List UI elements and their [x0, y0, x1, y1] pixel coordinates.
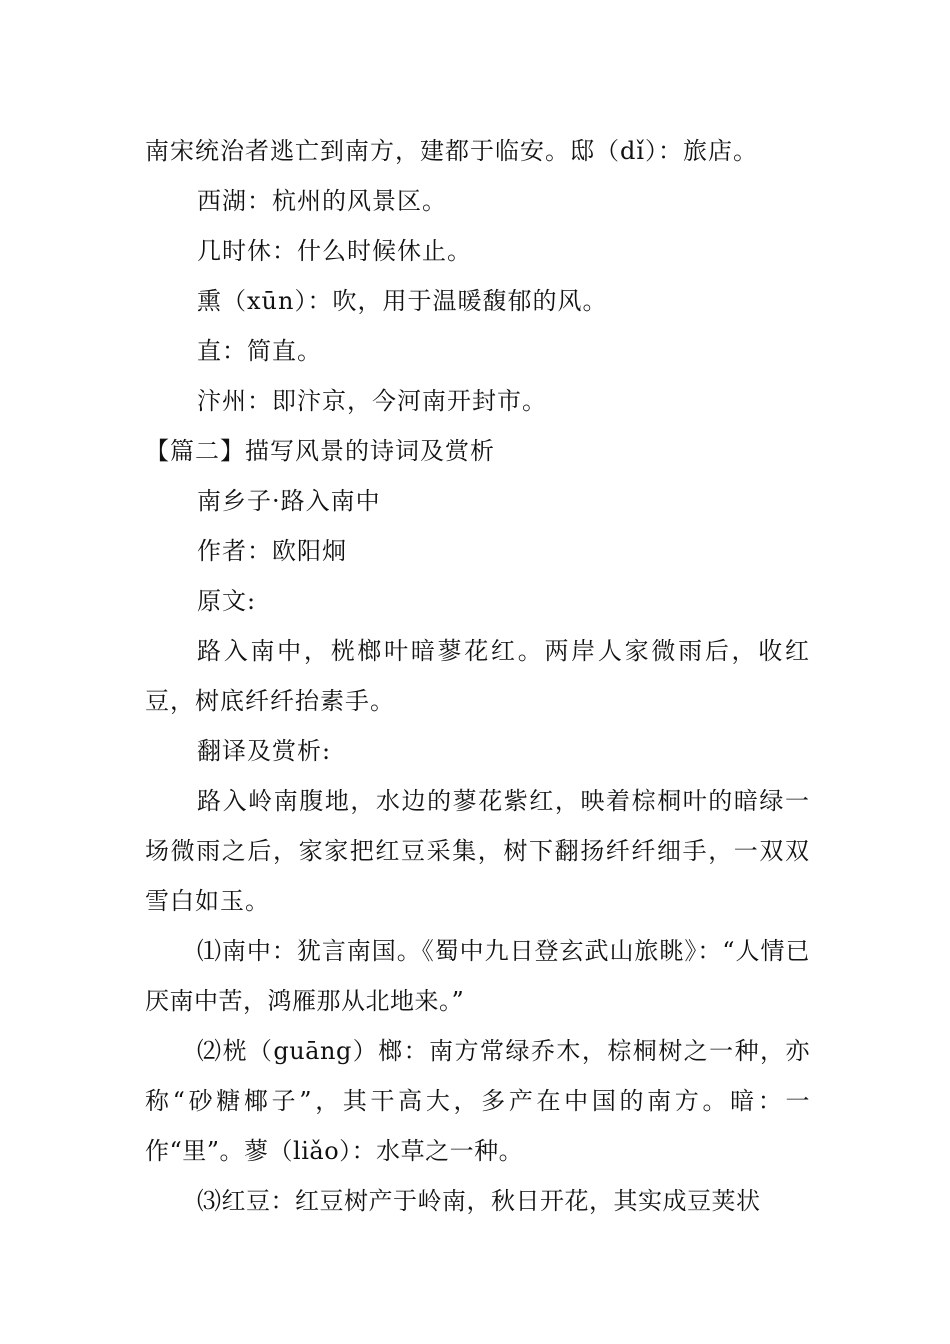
note-1: ⑴南中：犹言南国。《蜀中九日登玄武山旅眺》：“人情已厌南中苦，鸿雁那从北地来。” — [145, 937, 810, 1015]
note-2: ⑵桄（guāng）榔：南方常绿乔木，棕桐树之一种，亦称“砂糖椰子”，其干高大，多产在中国的南方。暗：一作“里”。蓼（liǎo）：水草之一种。 — [145, 1037, 810, 1165]
text-line: 几时休：什么时候休止。 — [197, 237, 472, 265]
poem-title: 南乡子·路入南中 — [197, 487, 381, 515]
text-line: 西湖：杭州的风景区。 — [197, 187, 447, 215]
poem-author: 作者：欧阳炯 — [197, 537, 347, 565]
text-line: 直：简直。 — [197, 337, 322, 365]
translation-text: 路入岭南腹地，水边的蓼花紫红，映着棕桐叶的暗绿一场微雨之后，家家把红豆采集，树下翻扬纤纤细手，一双双雪白如玉。 — [145, 787, 810, 915]
translation-label: 翻译及赏析: — [197, 737, 332, 765]
text-line: 熏（xūn）：吹，用于温暖馥郁的风。 — [197, 287, 608, 315]
note-3: ⑶红豆：红豆树产于岭南，秋日开花，其实成豆荚状 — [197, 1187, 761, 1215]
text-line: 汴州：即汴京，今河南开封市。 — [197, 387, 547, 415]
text-line: 南宋统治者逃亡到南方，建都于临安。邸（dǐ）：旅店。 — [145, 137, 759, 165]
section-heading: 【篇二】描写风景的诗词及赏析 — [145, 437, 495, 465]
original-label: 原文: — [197, 587, 257, 615]
document-body — [145, 126, 810, 1226]
poem-text: 路入南中，桄榔叶暗蓼花红。两岸人家微雨后，收红豆，树底纤纤抬素手。 — [145, 637, 810, 715]
